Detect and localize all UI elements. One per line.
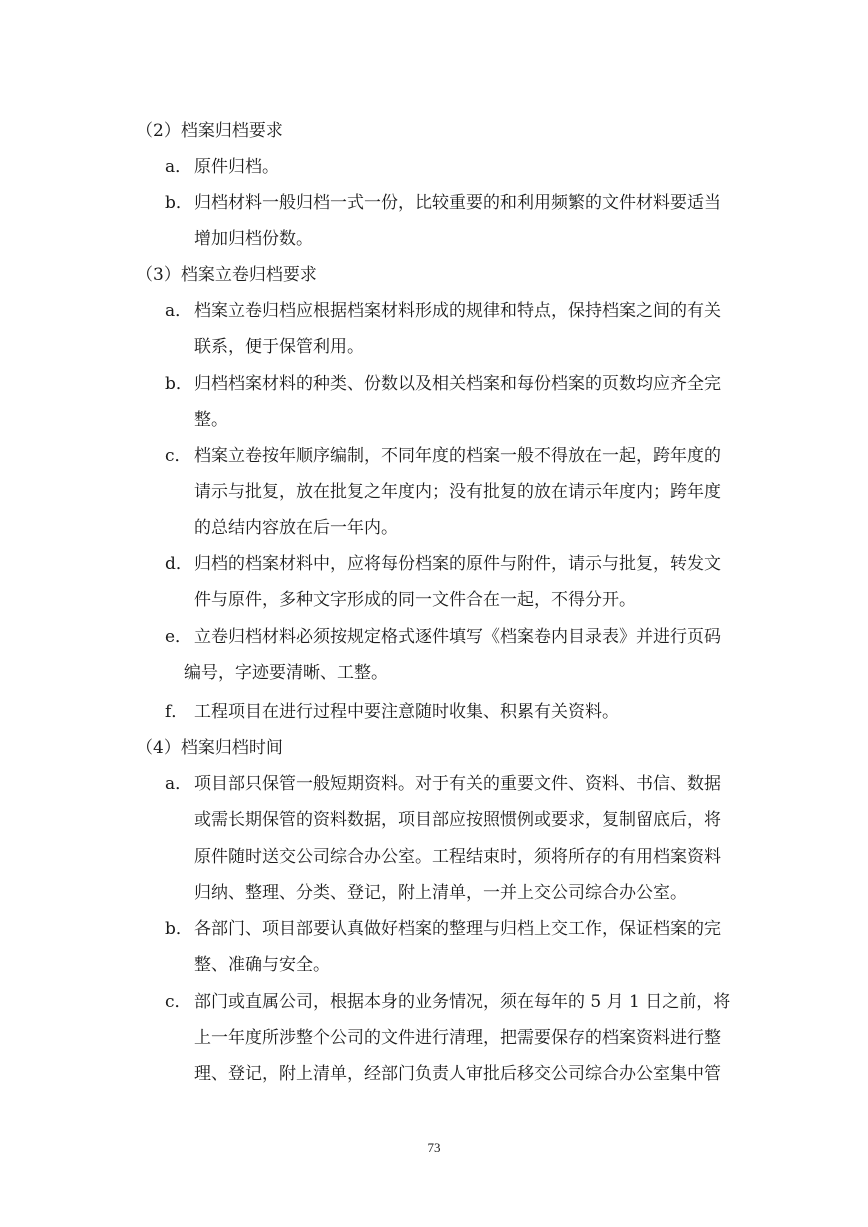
item-text-line: 联系，便于保管利用。 xyxy=(194,337,364,357)
item-marker: d． xyxy=(165,554,193,574)
item-text-line: 请示与批复，放在批复之年度内；没有批复的放在请示年度内；跨年度 xyxy=(194,482,721,502)
page-number: 73 xyxy=(427,1140,441,1155)
item-text-line: 上一年度所涉整个公司的文件进行清理，把需要保存的档案资料进行整 xyxy=(194,1028,721,1048)
item-text-line: 归纳、整理、分类、登记，附上清单，一并上交公司综合办公室。 xyxy=(194,883,687,903)
item-text-line: 的总结内容放在后一年内。 xyxy=(194,518,398,538)
item-text-line: 项目部只保管一般短期资料。对于有关的重要文件、资料、书信、数据 xyxy=(194,774,721,794)
item-marker: b． xyxy=(165,374,193,394)
item-text-line: 原件归档。 xyxy=(194,157,279,177)
item-marker: b． xyxy=(165,193,193,213)
item-text-line: 归档的档案材料中，应将每份档案的原件与附件，请示与批复，转发文 xyxy=(194,554,721,574)
item-text-line: 整、准确与安全。 xyxy=(194,955,330,975)
item-text-line: 归档档案材料的种类、份数以及相关档案和每份档案的页数均应齐全完 xyxy=(194,374,721,394)
item-text-line: 增加归档份数。 xyxy=(194,229,313,249)
item-text-line: 立卷归档材料必须按规定格式逐件填写《档案卷内目录表》并进行页码 xyxy=(194,627,721,647)
item-text-line: 编号，字迹要清晰、工整。 xyxy=(184,663,388,683)
item-text-line: 各部门、项目部要认真做好档案的整理与归档上交工作，保证档案的完 xyxy=(194,919,721,939)
item-text-line: 工程项目在进行过程中要注意随时收集、积累有关资料。 xyxy=(194,702,619,722)
item-marker: c． xyxy=(165,446,192,466)
item-text-line: 档案立卷按年顺序编制，不同年度的档案一般不得放在一起，跨年度的 xyxy=(194,446,721,466)
section-heading: （3）档案立卷归档要求 xyxy=(136,265,317,285)
item-text-line: 归档材料一般归档一式一份，比较重要的和利用频繁的文件材料要适当 xyxy=(194,193,721,213)
item-marker: b． xyxy=(165,919,193,939)
section-heading: （2）档案归档要求 xyxy=(136,121,283,141)
item-text-line: 部门或直属公司，根据本身的业务情况，须在每年的 5 月 1 日之前，将 xyxy=(194,992,731,1012)
item-text-line: 档案立卷归档应根据档案材料形成的规律和特点，保持档案之间的有关 xyxy=(194,301,721,321)
item-marker: a． xyxy=(165,301,193,321)
item-text-line: 或需长期保管的资料数据，项目部应按照惯例或要求，复制留底后，将 xyxy=(194,810,721,830)
item-marker: a． xyxy=(165,774,193,794)
item-text-line: 整。 xyxy=(194,410,228,430)
item-text-line: 理、登记，附上清单，经部门负责人审批后移交公司综合办公室集中管 xyxy=(194,1064,721,1084)
item-marker: c． xyxy=(165,992,192,1012)
section-heading: （4）档案归档时间 xyxy=(136,738,283,758)
item-text-line: 原件随时送交公司综合办公室。工程结束时，须将所存的有用档案资料 xyxy=(194,847,721,867)
item-marker: a． xyxy=(165,157,193,177)
item-text-line: 件与原件，多种文字形成的同一文件合在一起，不得分开。 xyxy=(194,590,636,610)
item-marker: e． xyxy=(165,627,193,647)
item-marker: f． xyxy=(165,702,189,722)
